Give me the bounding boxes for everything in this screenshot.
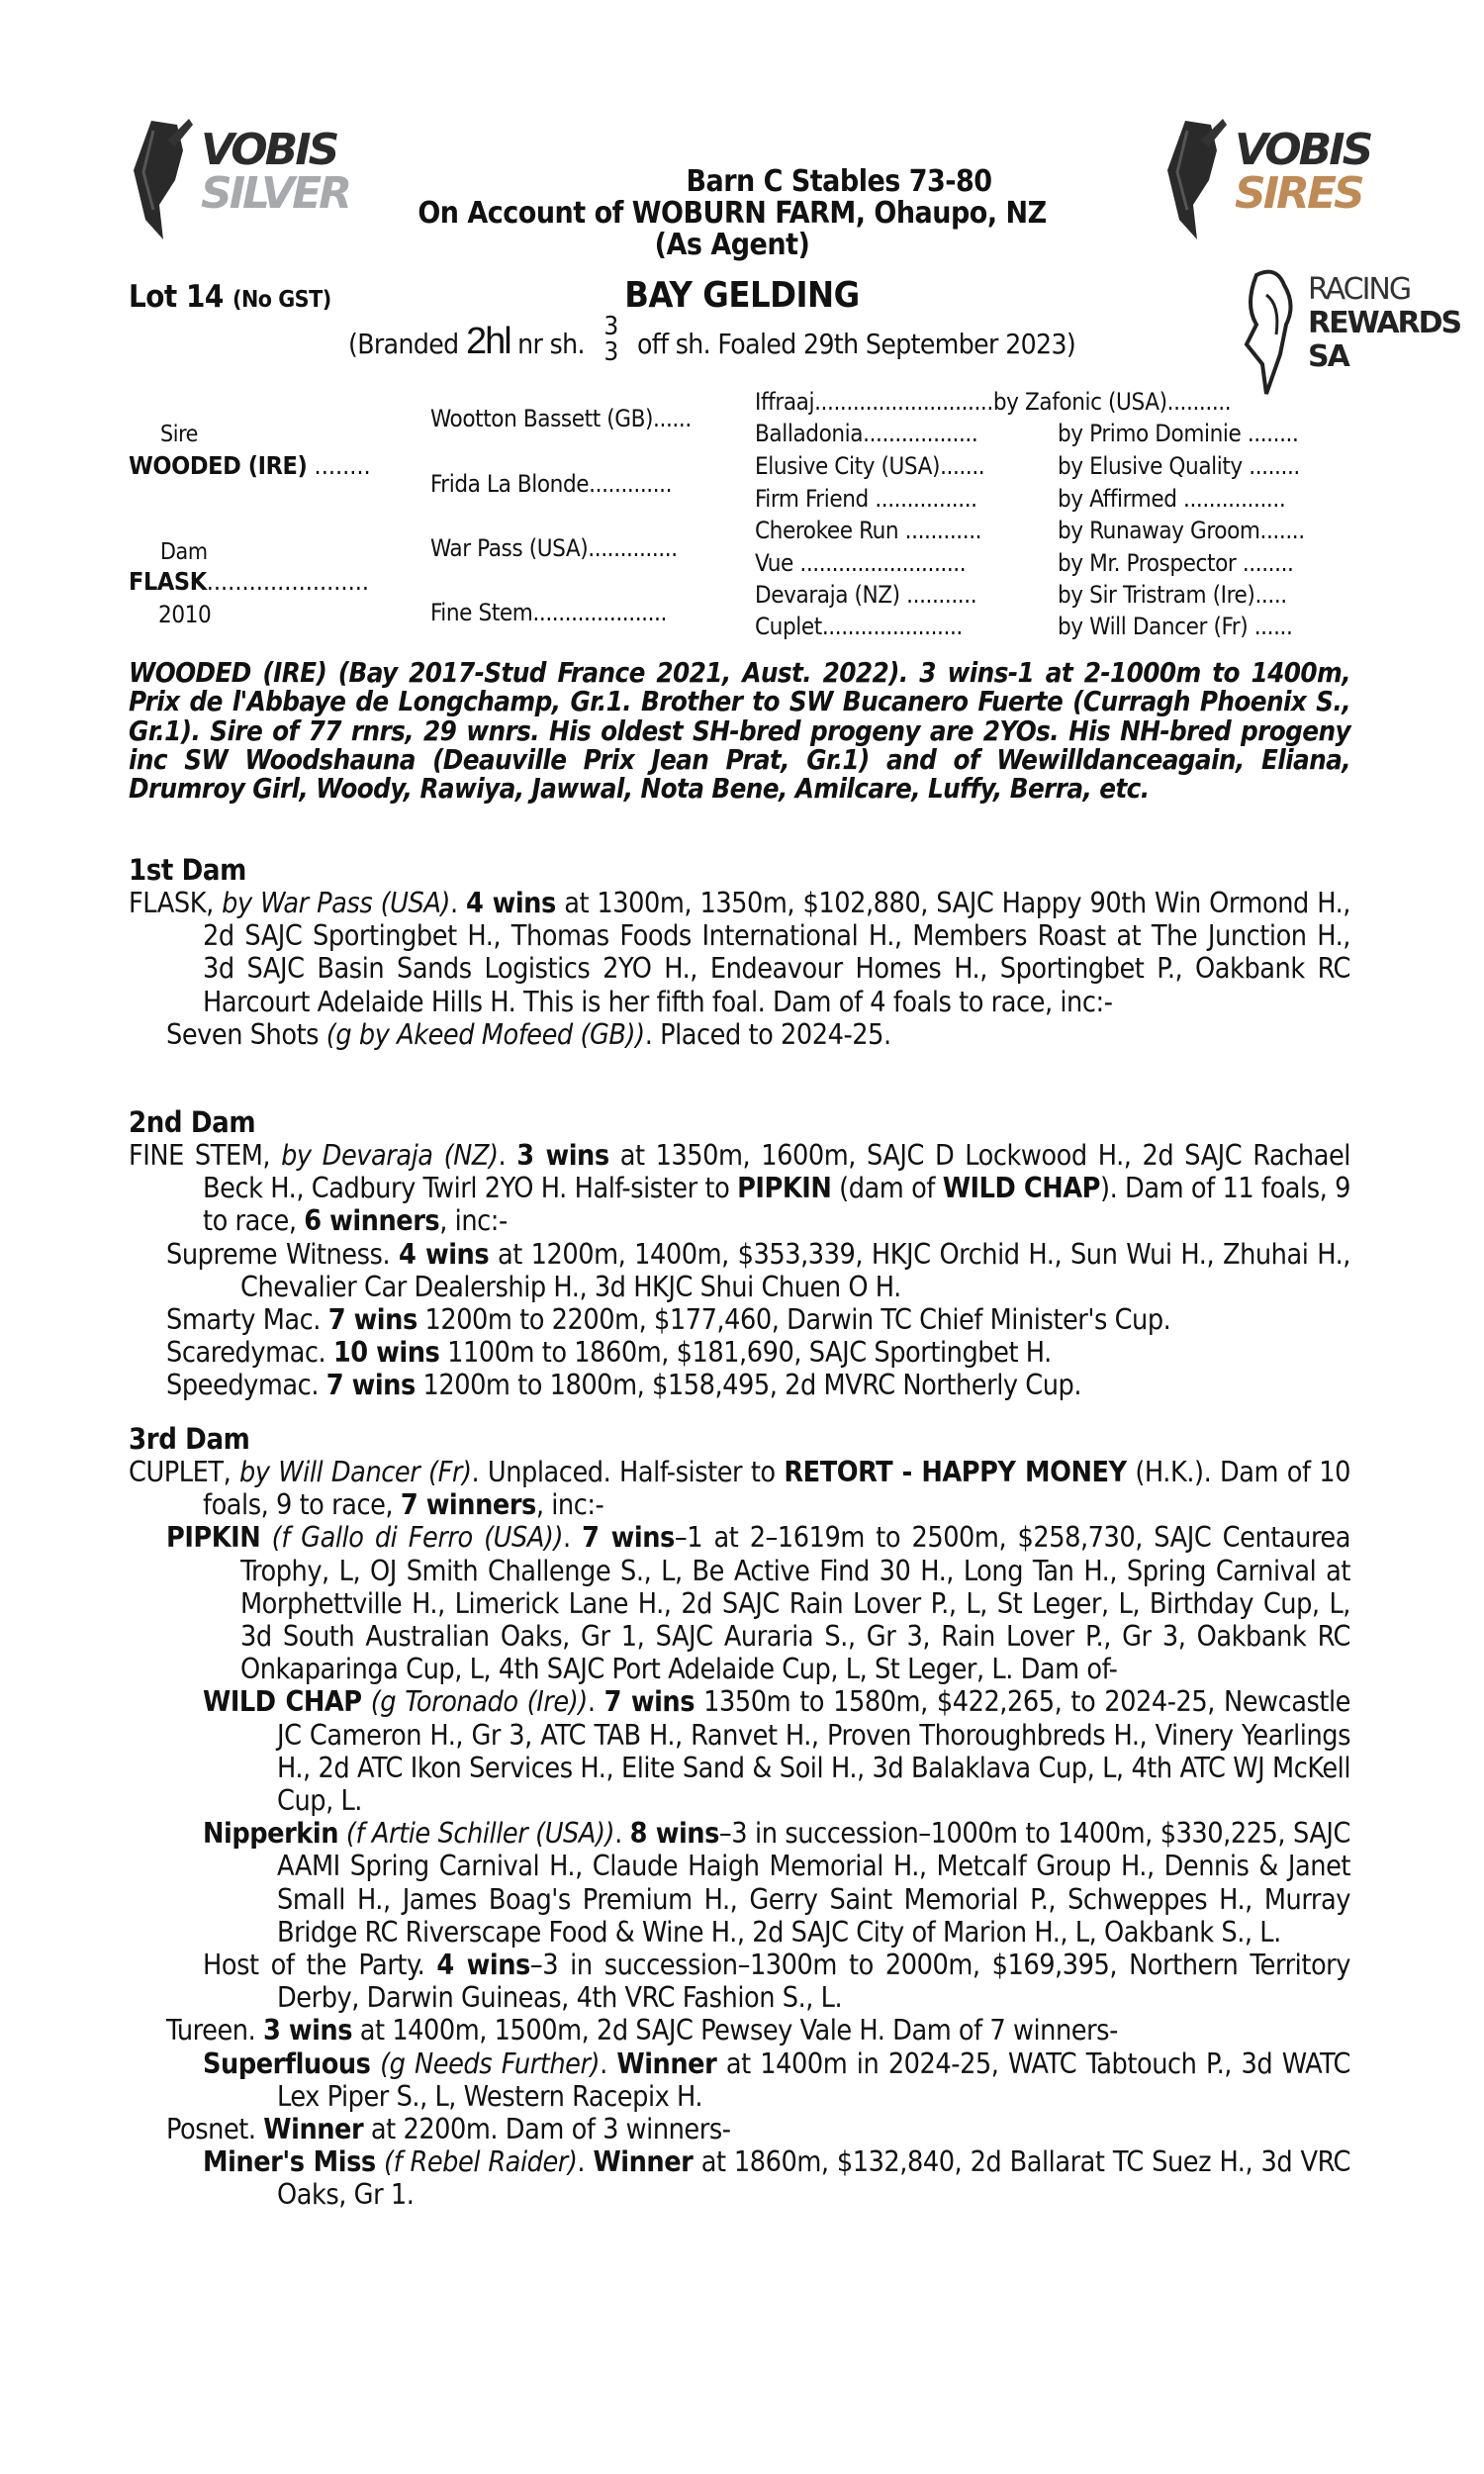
progeny-detail: (g by Akeed Mofeed (GB)) bbox=[325, 1017, 645, 1051]
vendor-line: On Account of WOBURN FARM, Ohaupo, NZ bbox=[417, 196, 1047, 231]
progeny-record: 1200m to 2200m, $177,460, Darwin TC Chief Minister's Cup. bbox=[424, 1303, 1171, 1337]
progeny-record: 1200m to 1800m, $158,495, 2d MVRC Northerly Cup. bbox=[422, 1369, 1082, 1402]
gen3-3-by: by Affirmed ................ bbox=[1058, 485, 1286, 513]
logo-line1: VOBIS bbox=[1235, 125, 1371, 175]
gen3-name: Vue bbox=[755, 549, 793, 577]
progeny-wins: 3 wins bbox=[263, 2014, 353, 2047]
winners-count: 6 winners bbox=[304, 1204, 440, 1238]
progeny-name: WILD CHAP bbox=[203, 1685, 362, 1719]
gen3-by: by Runaway Groom bbox=[1058, 517, 1260, 544]
gen3-2: Elusive City (USA)....... bbox=[755, 452, 985, 480]
first-dam-section bbox=[129, 887, 1350, 1051]
progeny-detail: (g Needs Further) bbox=[380, 2046, 601, 2080]
dam-record: (H.K.). Dam of 10 foals, 9 to race, bbox=[203, 1456, 1350, 1522]
progeny-wins: 10 wins bbox=[332, 1336, 440, 1370]
gen3-name: Cuplet bbox=[755, 613, 822, 640]
progeny-name: Tureen. bbox=[166, 2014, 256, 2047]
brand-prefix: (Branded bbox=[348, 328, 459, 360]
gen3-name: Balladonia bbox=[755, 420, 864, 447]
progeny-record: –1 at 2–1619m to 2500m, $258,730, SAJC Centaurea Trophy, L, OJ Smith Challenge S., L, Be Active Find 30 H., Long Tan H., Spring Carnival at Morphettville H., Limerick Lane H., 2d SAJC Rain Lover P., L, St Leger, L, Birthday Cup, L, 3d South Australian Oaks, Gr 1, SAJC Auraria S., Gr 3, Rain Lover P., Gr 3, Oakbank RC Onkaparinga Cup, L, 4th SAJC Port Adelaide Cup, L, St Leger, L. Dam of- bbox=[240, 1521, 1350, 1686]
brand-frac-bottom: 3 bbox=[603, 337, 618, 367]
gen3-3: Firm Friend ................ bbox=[755, 485, 977, 513]
dam-name: FINE STEM bbox=[129, 1139, 263, 1172]
relative-name: RETORT - HAPPY MONEY bbox=[784, 1456, 1127, 1488]
sire-label: Sire bbox=[160, 422, 199, 447]
sire-name: WOODED (IRE) ........ bbox=[129, 451, 371, 480]
gen3-5-by: by Mr. Prospector ........ bbox=[1058, 549, 1294, 577]
progeny-name: Nipperkin bbox=[203, 1817, 339, 1851]
progeny-record: . Placed to 2024-25. bbox=[644, 1017, 891, 1051]
dam-record: at 1350m, 1600m, SAJC D Lockwood H., 2d SAJC Rachael Beck H., Cadbury Twirl 2YO H. Half-sister to bbox=[203, 1139, 1350, 1205]
sire-name-text: WOODED (IRE) bbox=[129, 451, 308, 480]
progeny-name: Miner's Miss bbox=[203, 2145, 376, 2179]
progeny-entry-superfluous: Superfluous (g Needs Further). Winner at 1400m in 2024-25, WATC Tabtouch P., 3d WATC Lex Piper S., L, Western Racepix H. bbox=[203, 2046, 1350, 2113]
gen3-name: Iffraaj bbox=[755, 388, 815, 416]
progeny-record: at 1200m, 1400m, $353,339, HKJC Orchid H., Sun Wui H., Zhuhai H., Chevalier Car Dealership H., 3d HKJC Shui Chuen O H. bbox=[240, 1237, 1350, 1303]
gst-note: (No GST) bbox=[232, 287, 331, 313]
progeny-entry-pipkin: PIPKIN (f Gallo di Ferro (USA)). 7 wins–1 at 2–1619m to 2500m, $258,730, SAJC Centaurea Trophy, L, OJ Smith Challenge S., L, Be Active Find 30 H., Long Tan H., Spring Carnival at Morphettville H., Limerick Lane H., 2d SAJC Rain Lover P., L, St Leger, L, Birthday Cup, L, 3d South Australian Oaks, Gr 1, SAJC Auraria S., Gr 3, Rain Lover P., Gr 3, Oakbank RC Onkaparinga Cup, L, 4th SAJC Port Adelaide Cup, L, St Leger, L. Dam of- bbox=[166, 1521, 1350, 1686]
progeny-entry bbox=[129, 1018, 1350, 1051]
progeny-record: 1350m to 1580m, $422,265, to 2024-25, Newcastle JC Cameron H., Gr 3, ATC TAB H., Ranvet H., Proven Thoroughbreds H., Vinery Yearlings H., 2d ATC Ikon Services H., Elite Sand & Soil H., 3d Balaklava Cup, L, 4th ATC WJ McKell Cup, L. bbox=[277, 1685, 1350, 1818]
dam-record: ). Dam of 11 foals, 9 to race, bbox=[203, 1172, 1350, 1238]
progeny-name: Speedymac. bbox=[166, 1369, 320, 1402]
progeny-entry bbox=[129, 1369, 1350, 1401]
gen3-4-by: by Runaway Groom....... bbox=[1058, 517, 1305, 544]
gen3-7-by: by Will Dancer (Fr) ...... bbox=[1058, 613, 1293, 640]
progeny-wins: 7 wins bbox=[582, 1521, 675, 1555]
gen3-1-by: by Primo Dominie ........ bbox=[1058, 420, 1299, 447]
progeny-wins: Winner bbox=[593, 2145, 694, 2179]
progeny-record: 1100m to 1860m, $181,690, SAJC Sportingbet H. bbox=[447, 1336, 1052, 1370]
gen3-name: Firm Friend bbox=[755, 485, 869, 513]
progeny-wins: 7 wins bbox=[603, 1685, 696, 1719]
progeny-wins: Winner bbox=[616, 2046, 717, 2080]
first-dam-heading: 1st Dam bbox=[129, 853, 246, 887]
progeny-entry-tureen bbox=[129, 2014, 1350, 2046]
jockey-horse-icon bbox=[1237, 265, 1316, 399]
progeny-wins: Winner bbox=[263, 2113, 364, 2146]
horse-sex-colour: BAY GELDING bbox=[624, 275, 860, 316]
progeny-record: at 1400m in 2024-25, WATC Tabtouch P., 3d WATC Lex Piper S., L, Western Racepix H. bbox=[277, 2046, 1350, 2113]
logo-line1: VOBIS bbox=[201, 125, 337, 175]
progeny-name: Posnet. bbox=[166, 2113, 256, 2146]
gen3-name: Cherokee Run bbox=[755, 517, 899, 544]
second-dam-entry: FINE STEM, by Devaraja (NZ). 3 wins at 1350m, 1600m, SAJC D Lockwood H., 2d SAJC Rachael Beck H., Cadbury Twirl 2YO H. Half-sister to PIPKIN (dam of WILD CHAP). Dam of 11 foals, 9 to race, 6 winners, inc:- bbox=[129, 1139, 1350, 1238]
dam-record: at 1300m, 1350m, $102,880, SAJC Happy 90th Win Ormond H., 2d SAJC Sportingbet H., Thomas Foods International H., Members Roast at The Junction H., 3d SAJC Basin Sands Logistics 2YO H., Endeavour Homes H., Sportingbet P., Oakbank RC Harcourt Adelaide Hills H. This is her fifth foal. Dam of 4 foals to race, inc:- bbox=[203, 887, 1350, 1018]
progeny-detail: (f Rebel Raider) bbox=[384, 2145, 578, 2179]
gen3-6: Devaraja (NZ) ........... bbox=[755, 581, 977, 609]
stable-location: Barn C Stables 73-80 bbox=[686, 164, 992, 199]
dam-sire: by War Pass (USA) bbox=[222, 887, 450, 919]
logo-line3: SA bbox=[1308, 339, 1348, 374]
racing-rewards-sa-logo bbox=[1237, 265, 1461, 399]
dam-record: (dam of bbox=[839, 1172, 935, 1205]
dam-sire: by Devaraja (NZ) bbox=[281, 1139, 499, 1172]
logo-line2: SILVER bbox=[201, 168, 350, 219]
dam-label: Dam bbox=[160, 539, 208, 565]
gen2-name: Frida La Blonde bbox=[430, 470, 590, 498]
second-dam-section bbox=[129, 1139, 1350, 1402]
second-dam-heading: 2nd Dam bbox=[129, 1105, 256, 1139]
progeny-wins: 4 wins bbox=[398, 1237, 490, 1271]
dam-record: . Unplaced. Half-sister to bbox=[471, 1456, 776, 1488]
gen3-by: by Will Dancer (Fr) bbox=[1058, 613, 1249, 640]
progeny-detail: (g Toronado (Ire)) bbox=[370, 1685, 588, 1719]
dam-record: , inc:- bbox=[535, 1488, 604, 1522]
progeny-name: Supreme Witness. bbox=[166, 1237, 391, 1271]
dam-record: , inc:- bbox=[439, 1204, 508, 1238]
gen3-1: Balladonia.................. bbox=[755, 420, 978, 447]
progeny-wins: 7 wins bbox=[325, 1369, 416, 1402]
progeny-name: PIPKIN bbox=[166, 1521, 261, 1555]
third-dam-entry: CUPLET, by Will Dancer (Fr). Unplaced. Half-sister to RETORT - HAPPY MONEY (H.K.). Dam of 10 foals, 9 to race, 7 winners, inc:- bbox=[129, 1456, 1350, 1522]
progeny-entry bbox=[129, 1303, 1350, 1336]
brand-mark: 2hl bbox=[465, 321, 510, 362]
logo-line2: REWARDS bbox=[1308, 306, 1461, 340]
progeny-entry-posnet bbox=[129, 2113, 1350, 2145]
gen2-0: Wootton Bassett (GB)...... bbox=[430, 405, 692, 432]
brand-fraction bbox=[603, 314, 617, 365]
progeny-name: Smarty Mac. bbox=[166, 1303, 321, 1337]
progeny-entry bbox=[129, 1238, 1350, 1303]
gen3-by: by Zafonic (USA) bbox=[992, 388, 1167, 416]
progeny-detail: (f Gallo di Ferro (USA)) bbox=[271, 1521, 564, 1555]
progeny-record: at 1400m, 1500m, 2d SAJC Pewsey Vale H. Dam of 7 winners- bbox=[359, 2014, 1118, 2047]
progeny-wins: 8 wins bbox=[629, 1817, 719, 1851]
gen2-2: War Pass (USA).............. bbox=[430, 534, 678, 562]
dam-sire: by Will Dancer (Fr) bbox=[238, 1456, 472, 1488]
gen2-3: Fine Stem..................... bbox=[430, 599, 667, 626]
gen3-4: Cherokee Run ............ bbox=[755, 517, 982, 544]
gen3-2-by: by Elusive Quality ........ bbox=[1058, 452, 1300, 480]
progeny-name: Scaredymac. bbox=[166, 1336, 326, 1370]
gen3-by: by Primo Dominie bbox=[1058, 420, 1242, 447]
dam-name: CUPLET bbox=[129, 1456, 224, 1488]
gen3-0: Iffraaj............................by Zafonic (USA).......... bbox=[755, 388, 1232, 416]
dam-name: FLASK bbox=[129, 887, 207, 919]
progeny-entry-wild-chap: WILD CHAP (g Toronado (Ire)). 7 wins 1350m to 1580m, $422,265, to 2024-25, Newcastle JC Cameron H., Gr 3, ATC TAB H., Ranvet H., Proven Thoroughbreds H., Vinery Yearlings H., 2d ATC Ikon Services H., Elite Sand & Soil H., 3d Balaklava Cup, L, 4th ATC WJ McKell Cup, L. bbox=[203, 1685, 1350, 1818]
progeny-record: at 2200m. Dam of 3 winners- bbox=[370, 2113, 731, 2146]
progeny-entry bbox=[129, 1336, 1350, 1369]
sire-summary: WOODED (IRE) (Bay 2017-Stud France 2021, Aust. 2022). 3 wins-1 at 2-1000m to 1400m, Prix de l'Abbaye de Longchamp, Gr.1. Brother to SW Bucanero Fuerte (Curragh Phoenix S., Gr.1). Sire of 77 rnrs, 29 wnrs. His oldest SH-bred progeny are 2YOs. His NH-bred progeny inc SW Woodshauna (Deauville Prix Jean Prat, Gr.1) and of Wewilldanceagain, Eliana, Drumroy Girl, Woody, Rawiya, Jawwal, Nota Bene, Amilcare, Luffy, Berra, etc. bbox=[129, 657, 1350, 806]
gen3-by: by Sir Tristram (Ire) bbox=[1058, 581, 1255, 609]
brand-line bbox=[348, 312, 1076, 371]
dam-wins: 4 wins bbox=[466, 887, 556, 919]
brand-frac-top: 3 bbox=[603, 312, 618, 341]
dam-wins: 3 wins bbox=[516, 1139, 609, 1172]
progeny-entry-miners-miss: Miner's Miss (f Rebel Raider). Winner at 1860m, $132,840, 2d Ballarat TC Suez H., 3d VRC Oaks, Gr 1. bbox=[203, 2145, 1350, 2212]
gen2-name: Wootton Bassett (GB) bbox=[430, 405, 654, 432]
lot-number bbox=[129, 279, 331, 315]
gen2-name: Fine Stem bbox=[430, 599, 533, 626]
relative-name: WILD CHAP bbox=[942, 1172, 1101, 1205]
progeny-name: Seven Shots bbox=[166, 1017, 320, 1051]
progeny-entry-host bbox=[129, 1949, 1350, 2014]
relative-name: PIPKIN bbox=[737, 1172, 832, 1205]
first-dam-entry: FLASK, by War Pass (USA). 4 wins at 1300m, 1350m, $102,880, SAJC Happy 90th Win Ormond H., 2d SAJC Sportingbet H., Thomas Foods International H., Members Roast at The Junction H., 3d SAJC Basin Sands Logistics 2YO H., Endeavour Homes H., Sportingbet P., Oakbank RC Harcourt Adelaide Hills H. This is her fifth foal. Dam of 4 foals to race, inc:- bbox=[129, 887, 1350, 1018]
progeny-record: –3 in succession–1000m to 1400m, $330,225, SAJC AAMI Spring Carnival H., Claude Haigh Memorial H., Metcalf Group H., Dennis & Janet Small H., James Boag's Premium H., Gerry Saint Memorial P., Schweppes H., Murray Bridge RC Riverscape Food & Wine H., 2d SAJC City of Marion H., L, Oakbank S., L. bbox=[277, 1817, 1350, 1949]
gen3-name: Devaraja (NZ) bbox=[755, 581, 900, 609]
gen3-name: Elusive City (USA) bbox=[755, 452, 941, 480]
dam-year: 2010 bbox=[158, 601, 212, 628]
gen2-1: Frida La Blonde............. bbox=[430, 470, 673, 498]
agent-line: (As Agent) bbox=[654, 228, 810, 262]
dam-name-text: FLASK bbox=[129, 567, 207, 596]
progeny-record: –3 in succession–1300m to 2000m, $169,395, Northern Territory Derby, Darwin Guineas, 4th VRC Fashion S., L. bbox=[277, 1949, 1350, 2015]
progeny-name: Superfluous bbox=[203, 2046, 371, 2080]
progeny-wins: 7 wins bbox=[327, 1303, 417, 1337]
dam-name: FLASK....................... bbox=[129, 567, 369, 596]
gen3-by: by Affirmed bbox=[1058, 485, 1177, 513]
gen3-6-by: by Sir Tristram (Ire)..... bbox=[1058, 581, 1287, 609]
logo-line2: SIRES bbox=[1235, 168, 1362, 219]
progeny-detail: (f Artie Schiller (USA)) bbox=[345, 1817, 615, 1851]
winners-count: 7 winners bbox=[400, 1488, 536, 1522]
progeny-name: Host of the Party. bbox=[203, 1949, 425, 1982]
logo-line1: RACING bbox=[1308, 272, 1411, 307]
gen3-by: by Elusive Quality bbox=[1058, 452, 1243, 480]
gen3-5: Vue .......................... bbox=[755, 549, 967, 577]
third-dam-section bbox=[129, 1456, 1350, 2212]
brand-nr: nr sh. bbox=[517, 328, 585, 360]
gen3-7: Cuplet...................... bbox=[755, 613, 963, 640]
progeny-wins: 4 wins bbox=[436, 1949, 530, 1982]
progeny-record: at 1860m, $132,840, 2d Ballarat TC Suez H., 3d VRC Oaks, Gr 1. bbox=[277, 2145, 1350, 2212]
third-dam-heading: 3rd Dam bbox=[129, 1422, 250, 1456]
brand-suffix: off sh. Foaled 29th September 2023) bbox=[637, 328, 1076, 360]
gen2-name: War Pass (USA) bbox=[430, 534, 589, 562]
lot-label: Lot 14 bbox=[129, 279, 224, 315]
gen3-by: by Mr. Prospector bbox=[1058, 549, 1237, 577]
progeny-entry-nipperkin: Nipperkin (f Artie Schiller (USA)). 8 wins–3 in succession–1000m to 1400m, $330,225, SAJC AAMI Spring Carnival H., Claude Haigh Memorial H., Metcalf Group H., Dennis & Janet Small H., James Boag's Premium H., Gerry Saint Memorial P., Schweppes H., Murray Bridge RC Riverscape Food & Wine H., 2d SAJC City of Marion H., L, Oakbank S., L. bbox=[203, 1817, 1350, 1949]
